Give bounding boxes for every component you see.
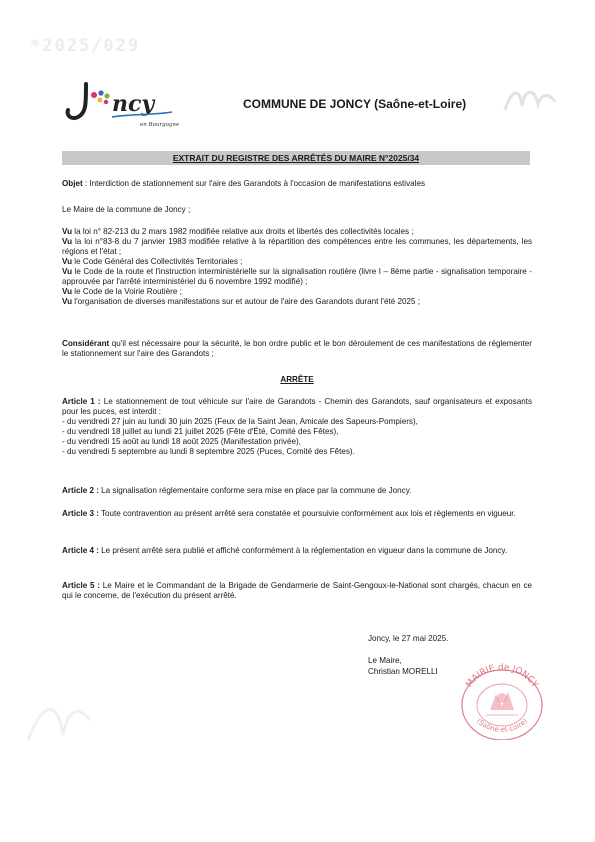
vu-item: Vu l'organisation de diverses manifestations sur et autour de l'aire des Garandots durant l'été 2025 ;	[62, 297, 420, 306]
objet-line	[62, 179, 532, 189]
svg-text:(Saône-et-Loire): (Saône-et-Loire)	[474, 717, 530, 734]
considerant-text: qu'il est nécessaire pour la sécurité, le bon ordre public et le bon déroulement de ces manifestations de réglementer le stationnement sur l'aire des Garandots ;	[62, 339, 532, 358]
register-extract-banner: EXTRAIT DU REGISTRE DES ARRÊTÉS DU MAIRE N°2025/34	[62, 151, 530, 165]
article-5: Article 5 : Le Maire et le Commandant de la Brigade de Gendarmerie de Saint-Gengoux-le-National sont chargés, chacun en ce qui le concerne, de l'exécution du présent arrêté.	[62, 581, 532, 600]
vu-item: Vu le Code de la Voirie Routière ;	[62, 287, 182, 296]
article-1-item: - du vendredi 5 septembre au lundi 8 septembre 2025 (Puces, Comité des Fêtes).	[62, 447, 355, 456]
signatory-name: Christian MORELLI	[368, 667, 438, 676]
article-1-item: - du vendredi 27 juin au lundi 30 juin 2025 (Feux de la Saint Jean, Amicale des Sapeurs-Pompiers),	[62, 417, 418, 426]
article-4: Article 4 : Le présent arrêté sera publié et affiché conformément à la réglementation en vigueur dans la commune de Joncy.	[62, 546, 508, 555]
article-1-item: - du vendredi 15 août au lundi 18 août 2025 (Manifestation privée),	[62, 437, 301, 446]
vu-item: Vu le Code de la route et l'instruction interministérielle sur la signalisation routière (livre I – 8ème partie - signalisation temporaire - approuvée par l'arrêté interministériel du 6 novembre 1992 modifié) ;	[62, 267, 532, 286]
faded-scribble	[500, 80, 560, 120]
faded-mark	[18, 690, 98, 750]
arrete-heading: ARRÊTE	[280, 375, 314, 384]
svg-text:en Bourgogne: en Bourgogne	[140, 122, 180, 128]
vu-item: Vu la loi n° 82-213 du 2 mars 1982 modifiée relative aux droits et libertés des collectivités locales ;	[62, 227, 414, 236]
objet-text: : Interdiction de stationnement sur l'aire des Garandots à l'occasion de manifestations estivales	[82, 179, 426, 188]
article-1: Article 1 : Le stationnement de tout véhicule sur l'aire de Garandots - Chemin des Garandots, sauf organisateurs et exposants pour les puces, est interdit : - du vendredi 27 juin au lundi 30 juin 2025 (Feux de la Saint Jean, Amicale des Sapeurs-Pompiers), - du vendredi 18 juillet au lundi 21 juillet 2025 (Fête d'Été, Comité des Fêtes), - du vendredi 15 août au lundi 18 août 2025 (Manifestation privée), - du vendredi 5 septembre au lundi 8 septembre 2025 (Puces, Comité des Fêtes).	[62, 397, 533, 456]
considerant	[62, 339, 532, 359]
vu-item: Vu le Code Général des Collectivités Territoriales ;	[62, 257, 243, 266]
signatory-title: Le Maire,	[368, 656, 402, 665]
mairie-seal-stamp	[452, 660, 552, 740]
registry-stamp-number: *2025/029	[30, 36, 141, 56]
considerant-label: Considérant	[62, 339, 110, 348]
article-1-item: - du vendredi 18 juillet au lundi 21 juillet 2025 (Fête d'Été, Comité des Fêtes),	[62, 427, 339, 436]
svg-text:MAIRIE de JONCY: MAIRIE de JONCY	[464, 662, 540, 690]
vu-item: Vu la loi n°83-8 du 7 janvier 1983 modifiée relative à la répartition des compétences entre les communes, les départements, les régions et l'état ;	[62, 237, 532, 256]
article-2: Article 2 : La signalisation réglementaire conforme sera mise en place par la commune de Joncy.	[62, 486, 412, 495]
vu-block	[62, 227, 532, 307]
commune-title: COMMUNE DE JONCY (Saône-et-Loire)	[243, 97, 467, 111]
article-3: Article 3 : Toute contravention au présent arrêté sera constatée et poursuivie conformément aux lois et règlements en vigueur.	[62, 509, 516, 518]
objet-label: Objet	[62, 179, 83, 188]
maire-intro: Le Maire de la commune de Joncy ;	[62, 205, 191, 214]
svg-text:ncy: ncy	[112, 91, 155, 117]
place-date: Joncy, le 27 mai 2025.	[368, 634, 449, 643]
joncy-logo	[60, 80, 185, 130]
